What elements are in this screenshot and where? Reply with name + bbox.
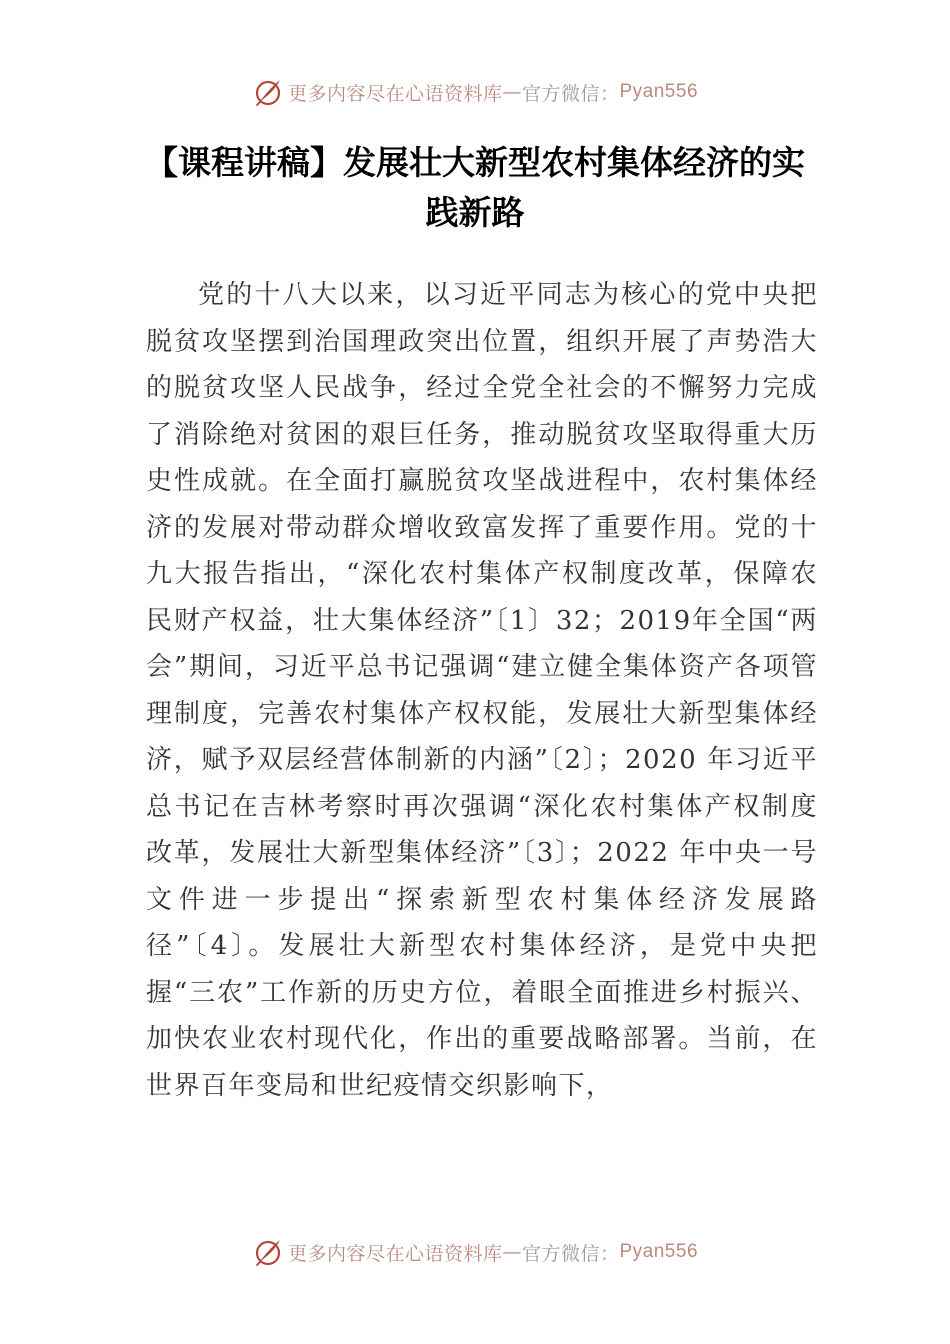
- header-wechat-id: Pyan556: [619, 81, 699, 102]
- footer-wechat-id: Pyan556: [619, 1241, 699, 1262]
- document-title: 【课程讲稿】发展壮大新型农村集体经济的实践新路: [145, 143, 805, 232]
- header-text: 更多内容尽在心语资料库: [287, 82, 503, 105]
- footer-text: 更多内容尽在心语资料库: [287, 1242, 503, 1265]
- header-label: 官方微信：: [521, 82, 620, 105]
- footer-label: 官方微信：: [521, 1242, 620, 1265]
- body-paragraph: 党的十八大以来，以习近平同志为核心的党中央把脱贫攻坚摆到治国理政突出位置，组织开展了声势浩大的脱贫攻坚人民战争，经过全党全社会的不懈努力完成了消除绝对贫困的艰巨任务，推动脱贫攻坚取得重大历史性成就。在全面打赢脱贫攻坚战进程中，农村集体经济的发展对带动群众增收致富发挥了重要作用。党的十九大报告指出，“深化农村集体产权制度改革，保障农民财产权益，壮大集体经济”〔1〕32；2019年全国“两会”期间，习近平总书记强调“建立健全集体资产各项管理制度，完善农村集体产权权能，发展壮大新型集体经济，赋予双层经营体制新的内涵”〔2〕；2020 年习近平总书记在吉林考察时再次强调“深化农村集体产权制度改革，发展壮大新型集体经济”〔3〕；2022 年中央一号文件进一步提出“探索新型农村集体经济发展路径”〔4〕。发展壮大新型农村集体经济，是党中央把握“三农”工作新的历史方位，着眼全面推进乡村振兴、加快农业农村现代化，作出的重要战略部署。当前，在世界百年变局和世纪疫情交织影响下，: [146, 280, 818, 1101]
- quill-seal-icon: [252, 1236, 284, 1268]
- header-banner: [0, 72, 950, 112]
- quill-seal-icon: [252, 76, 284, 108]
- footer-banner: [0, 1232, 950, 1272]
- footer-separator: —: [502, 1241, 522, 1263]
- header-separator: —: [502, 81, 522, 103]
